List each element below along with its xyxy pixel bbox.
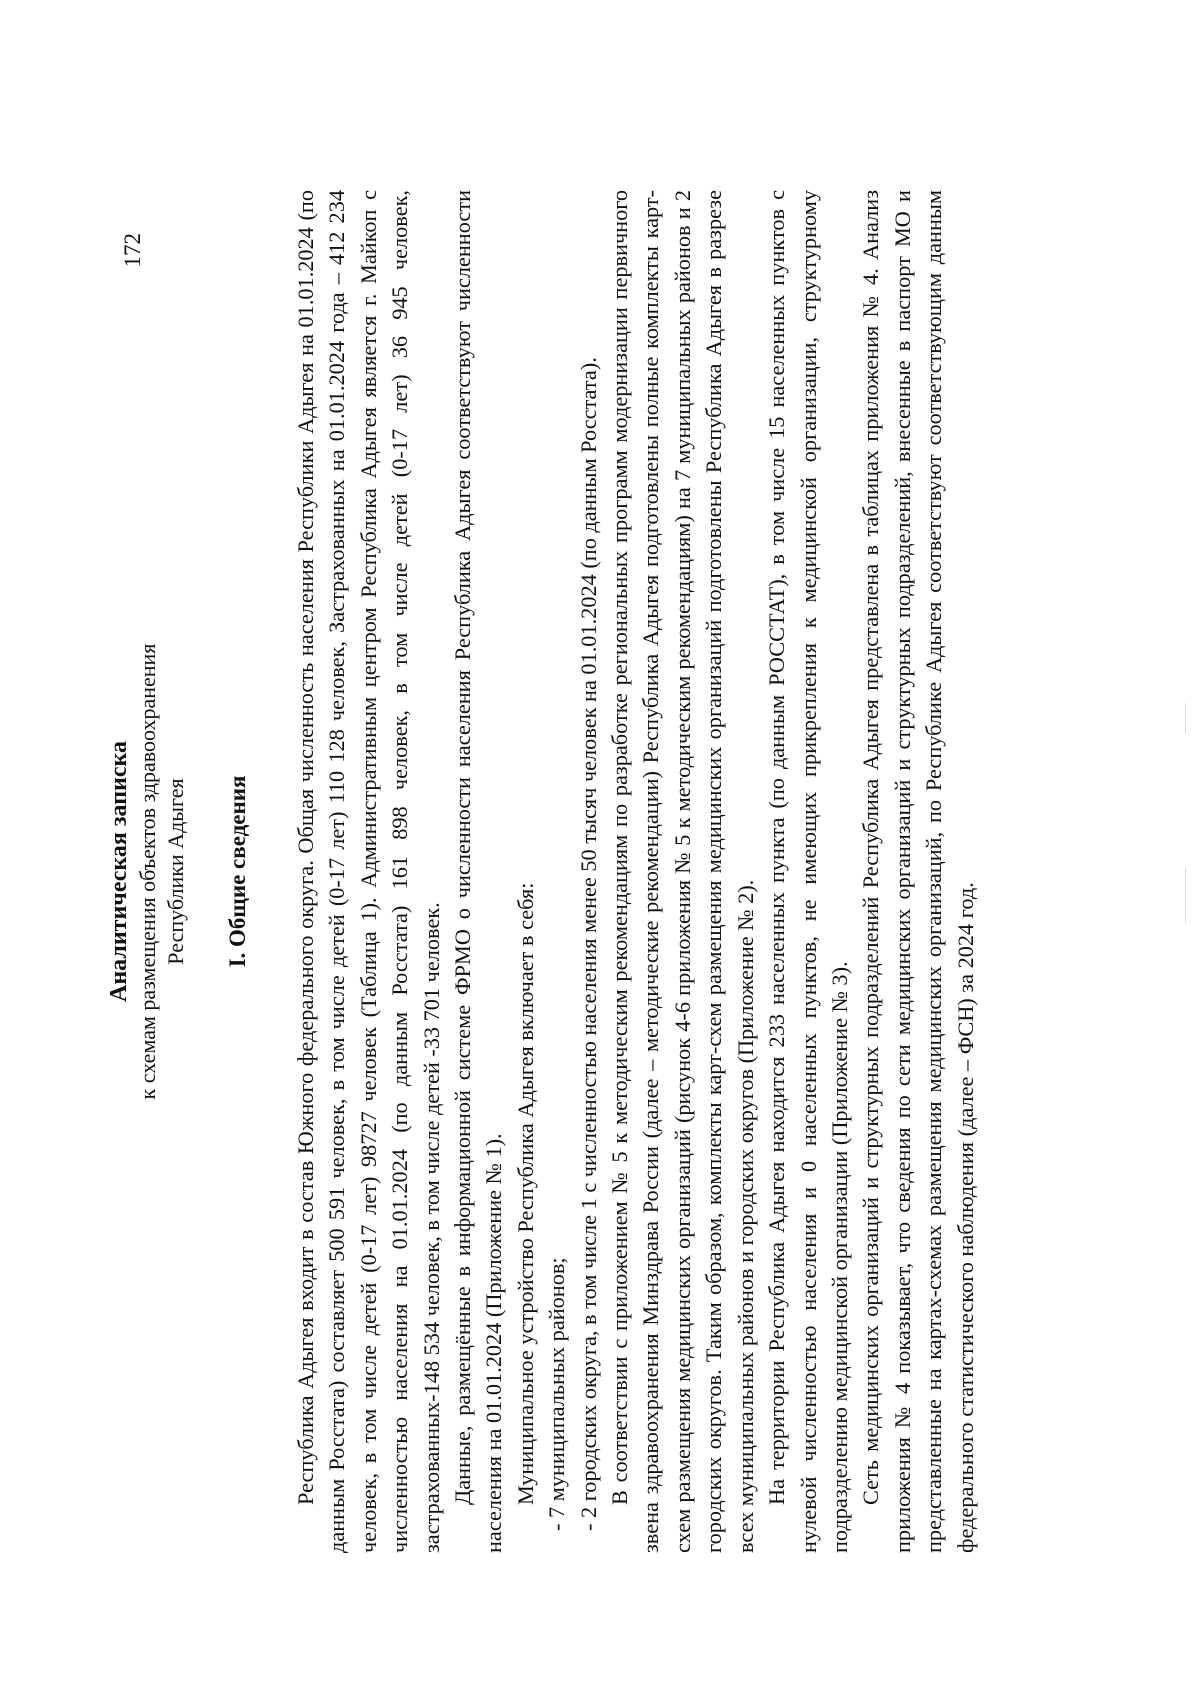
document-body — [290, 190, 981, 1553]
paragraph-network: Сеть медицинских организаций и структурных подразделений Республика Адыгея представлена в таблицах приложения № 4. Анализ приложения № 4 показывает, что сведения по сети медицинских организаций и структурных подразделений, внесенные в паспорт МО и представленные на картах-схемах размещения медицинских организаций, по Республике Адыгея соответствуют соответствующим данным федерального статистического наблюдения (далее – ФСН) за 2024 год. — [858, 190, 978, 1553]
list-item-districts: - 7 муниципальных районов; — [544, 1257, 570, 1531]
document-subtitle-line1: к схемам размещения объектов здравоохранения — [135, 643, 160, 1100]
section-heading: I. Общие сведения — [225, 775, 250, 968]
document-header — [104, 190, 190, 1553]
scan-mark — [1185, 868, 1186, 923]
document-title: Аналитическая записка — [106, 741, 132, 1002]
paragraph-frmo: Данные, размещённые в информационной системе ФРМО о численности населения Республика Адыгея соответствуют численности населения на 01.01.2024 (Приложение № 1). — [450, 190, 507, 1553]
paragraph-population: Республика Адыгея входит в состав Южного федерального округа. Общая численность населения Республики Адыгея на 01.01.2024 (по данным Росстата) составляет 500 591 человек, в том числе детей (0-17 лет) 110 128 человек, Застрахованных на 01.01.2024 года – 412 234 человек, в том числе детей (0-17 лет) 98727 человек (Таблица 1). Административным центром Республика Адыгея является г. Майкоп с численностью населения на 01.01.2024 (по данным Росстата) 161 898 человек, в том числе детей (0-17 лет) 36 945 человек, застрахованных-148 534 человек, в том числе детей -33 701 человек. — [293, 190, 444, 1553]
scan-mark — [1185, 703, 1186, 733]
paragraph-municipal-structure: Муниципальное устройство Республика Адыгея включает в себя: — [512, 882, 538, 1505]
page-number: 172 — [120, 233, 145, 268]
document-subtitle-line2: Республики Адыгея — [163, 778, 188, 965]
paragraph-settlements: На территории Республика Адыгея находится 233 населенных пункта (по данным РОССТАТ), в том числе 15 населенных пунктов с нулевой численностью населения и 0 населенных пунктов, не имеющих прикрепления к медицинской организации, структурному подразделению медицинской организации (Приложение № 3). — [764, 190, 852, 1553]
list-item-city-districts: - 2 городских округа, в том числе 1 с численностью населения менее 50 тысяч человек на 01.01.2024 (по данным Росстата). — [575, 357, 601, 1531]
paragraph-map-schemes: В соответствии с приложением № 5 к методическим рекомендациям по разработке региональных программ модернизации первичного звена здравоохранения Минздрава России (далее – методические рекомендации) Республика Адыгея подготовлены полные комплекты карт-схем размещения медицинских организаций (рисунок 4-6 приложения № 5 к методическим рекомендациям) на 7 муниципальных районов и 2 городских округов. Таким образом, комплекты карт-схем размещения медицинских организаций подготовлены Республика Адыгея в разрезе всех муниципальных районов и городских округов (Приложение № 2). — [607, 190, 758, 1553]
